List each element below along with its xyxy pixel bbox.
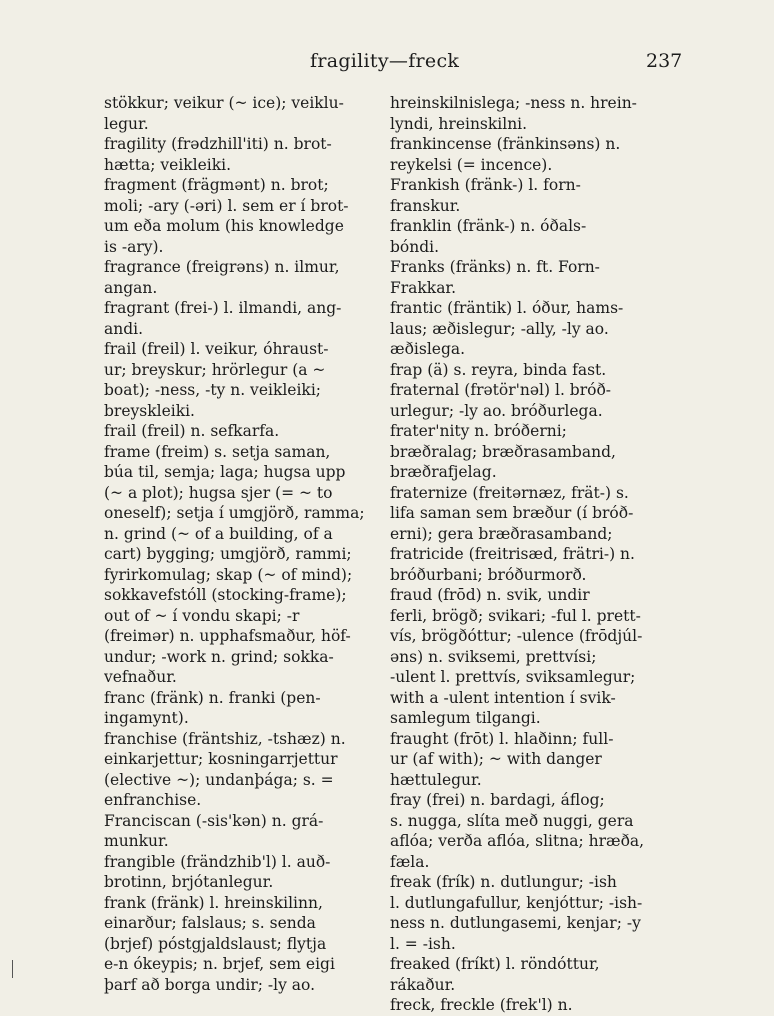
entry-line: boat); -ness, -ty n. veikleiki; [104,381,321,399]
margin-mark [12,960,13,978]
entry-line: einarður; falslaus; s. senda [104,914,316,932]
entry-line: freck, freckle (frek'l) n. [390,996,573,1014]
entry-line: frame (freim) s. setja saman, [104,442,331,461]
entry-line: laus; æðislegur; -ally, -ly ao. [390,319,609,338]
entry-line: samlegum tilgangi. [390,709,541,727]
entry-line: hreinskilnislega; -ness n. hrein- [390,94,637,112]
entry-line: fraught (frōt) l. hlaðinn; full- [390,729,614,748]
entry-line: frank (fränk) l. hreinskilinn, [104,893,323,912]
entry-line: -ulent l. prettvís, sviksamlegur; [390,668,636,686]
entry-line: (elective ~); undanþága; s. = [104,770,334,789]
entry-line: vís, brögðóttur; -ulence (frōdjúl- [390,627,643,645]
entry-line: fragrance (freigrəns) n. ilmur, [104,258,340,276]
entry-line: legur. [104,114,149,133]
entry-line: fraternal (frətör'nəl) l. bróð- [390,381,612,399]
entry-line: búa til, semja; laga; hugsa upp [104,463,346,481]
left-column [104,93,376,995]
entry-line: reykelsi (= incence). [390,155,553,174]
entry-line: æðislega. [390,340,466,358]
entry-line: freaked (fríkt) l. röndóttur, [390,955,600,973]
entry-line: erni); gera bræðrasamband; [390,524,613,543]
entry-line: fraternize (freitərnæz, frät-) s. [390,483,629,502]
entry-line: fyrirkomulag; skap (~ of mind); [104,565,353,584]
entry-line: s. nugga, slíta með nuggi, gera [390,811,634,830]
entry-line: fraud (frōd) n. svik, undir [390,586,590,604]
entry-line: frail (freil) l. veikur, óhraust- [104,340,329,358]
entry-line: bræðrafjelag. [390,463,497,481]
page-number: 237 [646,50,683,72]
entry-line: fragrant (frei-) l. ilmandi, ang- [104,299,342,317]
entry-line: stökkur; veikur (~ ice); veiklu- [104,94,344,112]
entry-line: n. grind (~ of a building, of a [104,524,333,543]
entry-line: frap (ä) s. reyra, binda fast. [390,360,607,379]
entry-line: franskur. [390,196,461,215]
entry-line: hætta; veikleiki. [104,155,232,174]
entry-line: frangible (frändzhib'l) l. auð- [104,852,331,871]
entry-line: brotinn, brjótanlegur. [104,873,274,891]
entry-line: Frankish (fränk-) l. forn- [390,176,581,194]
entry-line: moli; -ary (-əri) l. sem er í brot- [104,196,349,215]
entry-line: fray (frei) n. bardagi, áflog; [390,791,605,809]
entry-line: angan. [104,278,158,297]
entry-line: fragility (frədzhill'iti) n. brot- [104,135,332,153]
entry-line: ur; breyskur; hrörlegur (a ~ [104,360,326,379]
running-head: fragility—freck [310,50,460,72]
entry-line: with a -ulent intention í svik- [390,688,616,707]
entry-line: fæla. [390,852,430,871]
entry-line: undur; -work n. grind; sokka- [104,647,334,666]
entry-line: enfranchise. [104,791,202,809]
entry-line: frail (freil) n. sefkarfa. [104,422,280,440]
entry-line: e-n ókeypis; n. brjef, sem eigi [104,955,335,973]
entry-line: is -ary). [104,237,164,256]
entry-line: andi. [104,319,144,338]
entry-line: sokkavefstóll (stocking-frame); [104,586,347,604]
entry-line: ness n. dutlungasemi, kenjar; -y [390,914,641,932]
entry-line: um eða molum (his knowledge [104,217,344,235]
entry-line: bróðurbani; bróðurmorð. [390,565,587,584]
entry-line: fragment (frägmənt) n. brot; [104,176,329,194]
entry-line: frantic (fräntik) l. óður, hams- [390,299,624,317]
entry-line: oneself); setja í umgjörð, ramma; [104,504,365,522]
entry-line: frater'nity n. bróðerni; [390,422,567,440]
entry-line: l. dutlungafullur, kenjóttur; -ish- [390,893,643,912]
entry-line: (freimər) n. upphafsmaður, höf- [104,627,351,645]
entry-line: Franks (fränks) n. ft. Forn- [390,258,600,276]
entry-line: franklin (fränk-) n. óðals- [390,217,587,235]
entry-line: ferli, brögð; svikari; -ful l. prett- [390,606,641,625]
entry-line: ur (af with); ~ with danger [390,750,602,768]
entry-line: bóndi. [390,237,440,256]
entry-line: (~ a plot); hugsa sjer (= ~ to [104,483,333,502]
entry-line: lifa saman sem bræður (í bróð- [390,504,634,522]
entry-line: þarf að borga undir; -ly ao. [104,975,315,994]
entry-line: ingamynt). [104,709,189,727]
entry-line: lyndi, hreinskilni. [390,114,528,133]
entry-line: bræðralag; bræðrasamband, [390,442,616,461]
entry-line: munkur. [104,832,169,850]
entry-line: einkarjettur; kosningarrjettur [104,750,338,768]
entry-line: breyskleiki. [104,401,195,420]
entry-line: out of ~ í vondu skapi; -r [104,606,300,625]
right-column [390,93,690,1016]
entry-line: fratricide (freitrisæd, frätri-) n. [390,545,635,563]
entry-line: l. = -ish. [390,934,456,953]
entry-line: Franciscan (-sis'kən) n. grá- [104,811,324,830]
entry-line: Frakkar. [390,278,457,297]
entry-line: urlegur; -ly ao. bróðurlega. [390,401,603,420]
entry-line: rákaður. [390,975,456,994]
entry-line: freak (frík) n. dutlungur; -ish [390,873,617,891]
entry-line: franchise (fräntshiz, -tshæz) n. [104,729,346,748]
entry-line: (brjef) póstgjaldslaust; flytja [104,934,327,953]
page-header [0,50,774,80]
entry-line: vefnaður. [104,668,177,686]
entry-line: franc (fränk) n. franki (pen- [104,688,321,707]
entry-line: hættulegur. [390,770,482,789]
entry-line: frankincense (fränkinsəns) n. [390,135,621,153]
entry-line: əns) n. sviksemi, prettvísi; [390,647,597,666]
entry-line: cart) bygging; umgjörð, rammi; [104,545,352,563]
entry-line: aflóa; verða aflóa, slitna; hræða, [390,832,645,850]
